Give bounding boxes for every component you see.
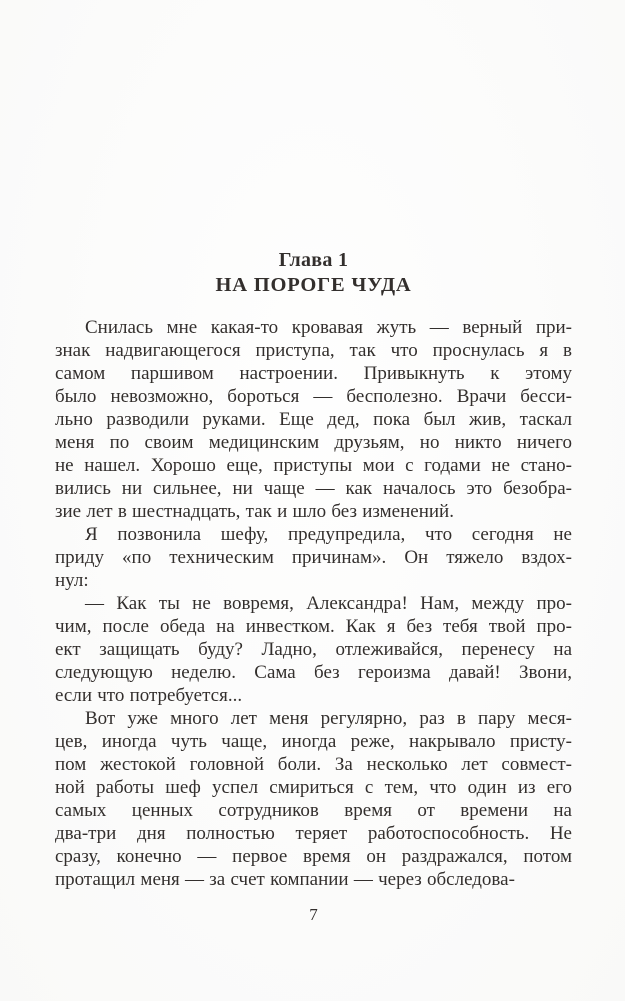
text-line: знак надвигающегося приступа, так что проснулась я в — [55, 340, 572, 361]
paragraph — [55, 707, 572, 891]
text-line: сразу, конечно — первое время он раздражался, потом — [55, 846, 572, 867]
text-line: пом жестокой головной боли. За несколько лет совмест- — [55, 754, 572, 775]
chapter-title: НА ПОРОГЕ ЧУДА — [215, 274, 412, 296]
body-text — [55, 316, 572, 891]
text-line: ной работы шеф успел смириться с тем, что один из его — [55, 777, 572, 798]
chapter-heading — [55, 248, 572, 298]
paragraph — [55, 316, 572, 523]
text-line: самых ценных сотрудников время от времени на — [55, 800, 572, 821]
chapter-number: Глава 1 — [278, 249, 349, 271]
text-line: было невозможно, бороться — бесполезно. Врачи бесси- — [55, 386, 572, 407]
text-line: цев, иногда чуть чаще, иногда реже, накрывало присту- — [55, 731, 572, 752]
text-line: льно разводили руками. Еще дед, пока был жив, таскал — [55, 409, 572, 430]
text-line: Вот уже много лет меня регулярно, раз в пару меся- — [85, 708, 572, 729]
text-line: следующую неделю. Сама без героизма давай! Звони, — [55, 662, 572, 683]
text-line: — Как ты не вовремя, Александра! Нам, между про- — [85, 593, 572, 614]
text-line: зие лет в шестнадцать, так и шло без изменений. — [55, 501, 454, 522]
text-line: приду «по техническим причинам». Он тяжело вздох- — [55, 547, 572, 568]
paragraph — [55, 592, 572, 707]
text-line: не нашел. Хорошо еще, приступы мои с годами не стано- — [55, 455, 572, 476]
page-number: 7 — [309, 905, 318, 924]
text-line: Я позвонила шефу, предупредила, что сегодня не — [85, 524, 572, 545]
text-line: ект защищать буду? Ладно, отлеживайся, перенесу на — [55, 639, 572, 660]
text-line: протащил меня — за счет компании — через обследова- — [55, 869, 515, 890]
text-line: если что потребуется... — [55, 685, 243, 706]
text-line: вились ни сильнее, ни чаще — как началось это безобра- — [55, 478, 572, 499]
paragraph — [55, 523, 572, 592]
text-line: самом паршивом настроении. Привыкнуть к этому — [55, 363, 572, 384]
text-line: нул: — [55, 570, 89, 591]
text-line: меня по своим медицинским друзьям, но никто ничего — [55, 432, 572, 453]
text-line: два-три дня полностью теряет работоспособность. Не — [55, 823, 572, 844]
text-line: Снилась мне какая-то кровавая жуть — верный при- — [85, 317, 572, 338]
text-line: чим, после обеда на инвестком. Как я без тебя твой про- — [55, 616, 572, 637]
